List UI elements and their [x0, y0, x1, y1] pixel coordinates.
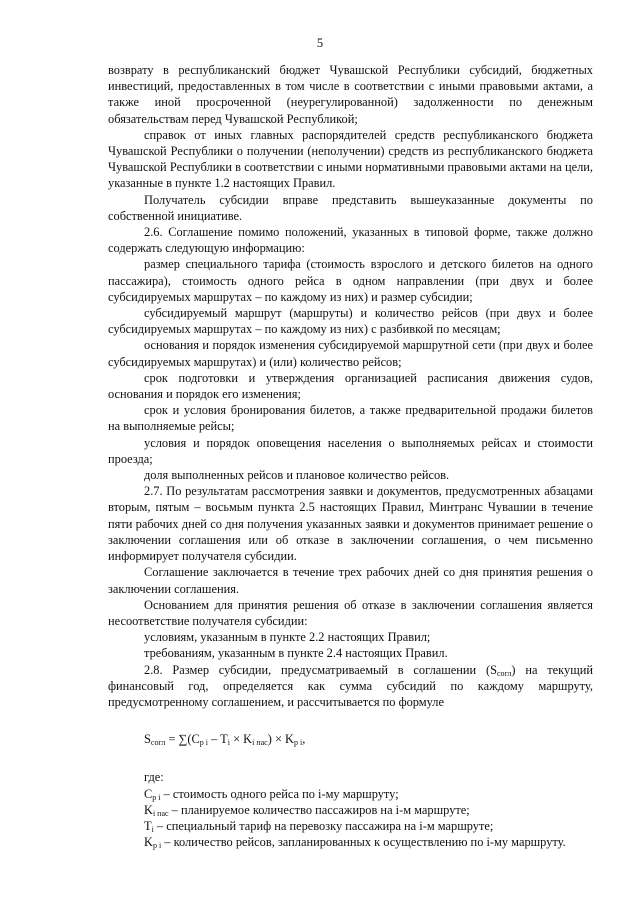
subscript: согл: [497, 668, 512, 678]
page-number: 5: [316, 36, 324, 50]
subscript: р i: [199, 738, 208, 748]
subscript: согл: [150, 738, 166, 748]
formula-part: ) × K: [267, 732, 294, 747]
formula-part: – T: [207, 732, 228, 747]
formula-symbol: S: [144, 732, 151, 747]
page-body: [108, 62, 593, 850]
subscript: i: [151, 824, 154, 834]
paragraph: срок и условия бронирования билетов, а также предварительной продажи билетов на выполняемые рейсы;: [108, 403, 593, 434]
formula-part: × K: [229, 732, 253, 747]
paragraph: возврату в республиканский бюджет Чувашской Республики субсидий, бюджетных инвестиций, предоставленных в том числе в соответствии с иными правовыми актами, а также иной просроченной (неурегулированной) задолженности по денежным обязательствам перед Чувашской Республикой;: [108, 63, 593, 126]
paragraph-2-8-after: ) на текущий финансовый год, определяется как сумма субсидий по каждому маршруту, предусмотренному соглашением, и рассчитывается по формуле: [108, 662, 593, 709]
subsidy-formula: [144, 731, 593, 747]
paragraph: условия и порядок оповещения населения о выполняемых рейсах и стоимости проезда;: [108, 435, 593, 466]
paragraph: 2.7. По результатам рассмотрения заявки и документов, предусмотренных абзацами вторым, пятым – восьмым пункта 2.5 настоящих Правил, Минтранс Чувашии в течение пяти рабочих дней со дня получения указанных заявки и документов принимает решение о заключении соглашения или об отказе в заключении соглашения, о чем письменно информирует получателя субсидии.: [108, 484, 593, 564]
paragraph: справок от иных главных распорядителей средств республиканского бюджета Чувашской Республики о получении (неполучении) средств из республиканского бюджета Чувашской Республики в соответствии с иными нормативными правовыми актами на цели, указанные в пункте 1.2 настоящих Правил.: [108, 127, 593, 191]
definition-item: [108, 802, 593, 818]
definitions-list: [108, 769, 593, 850]
paragraph: срок подготовки и утверждения организацией расписания движения судов, основания и порядок его изменения;: [108, 370, 593, 402]
definition-text: – количество рейсов, запланированных к осуществлению по i-му маршруту.: [161, 835, 566, 850]
where-label: где:: [144, 770, 164, 785]
formula-part: = ∑(C: [165, 732, 200, 747]
definition-symbol: K: [144, 802, 153, 817]
paragraph: субсидируемый маршрут (маршруты) и количество рейсов (при двух и более субсидируемых маршрутах – по каждому из них) с разбивкой по месяцам;: [108, 306, 593, 337]
paragraph: Основанием для принятия решения об отказе в заключении соглашения является несоответствие получателя субсидии:: [108, 597, 593, 628]
paragraph: 2.6. Соглашение помимо положений, указанных в типовой форме, также должно содержать следующую информацию:: [108, 225, 593, 256]
paragraph: Соглашение заключается в течение трех рабочих дней со дня принятия решения о заключении соглашения.: [108, 565, 593, 596]
paragraph: Получатель субсидии вправе представить вышеуказанные документы по собственной инициативе.: [108, 192, 593, 223]
formula-part: ,: [302, 732, 306, 747]
definition-text: – стоимость одного рейса по i-му маршруту;: [160, 786, 399, 801]
definition-text: – специальный тариф на перевозку пассажира на i-м маршруте;: [153, 818, 494, 833]
subscript: i пас: [152, 808, 169, 818]
paragraph: доля выполненных рейсов и плановое количество рейсов.: [144, 468, 450, 483]
definition-item: [108, 786, 593, 802]
paragraph-2-8-before: 2.8. Размер субсидии, предусматриваемый в соглашении (S: [144, 662, 497, 677]
paragraph: требованиям, указанным в пункте 2.4 настоящих Правил.: [144, 646, 448, 661]
definition-symbol: T: [144, 818, 152, 833]
definition-item: [108, 834, 593, 850]
subscript: i пас: [252, 738, 268, 748]
subscript: р i: [152, 841, 162, 851]
definition-item: [108, 818, 593, 834]
paragraph: основания и порядок изменения субсидируемой маршрутной сети (при двух и более субсидируемых маршрутах) и (или) количество рейсов;: [108, 338, 593, 369]
subscript: i: [227, 738, 230, 748]
subscript: р i: [152, 792, 161, 802]
definition-symbol: C: [144, 786, 153, 801]
subscript: р i: [293, 738, 303, 748]
paragraph: размер специального тарифа (стоимость взрослого и детского билетов на одного пассажира), стоимость одного рейса в одном направлении (при двух и более субсидируемых маршрутах – по каждому из них) и размер субсидии;: [108, 257, 593, 304]
paragraph-2-8: [108, 662, 593, 711]
definition-text: – планируемое количество пассажиров на i-м маршруте;: [168, 802, 470, 817]
definition-symbol: K: [144, 835, 153, 850]
paragraph: условиям, указанным в пункте 2.2 настоящих Правил;: [144, 630, 431, 645]
